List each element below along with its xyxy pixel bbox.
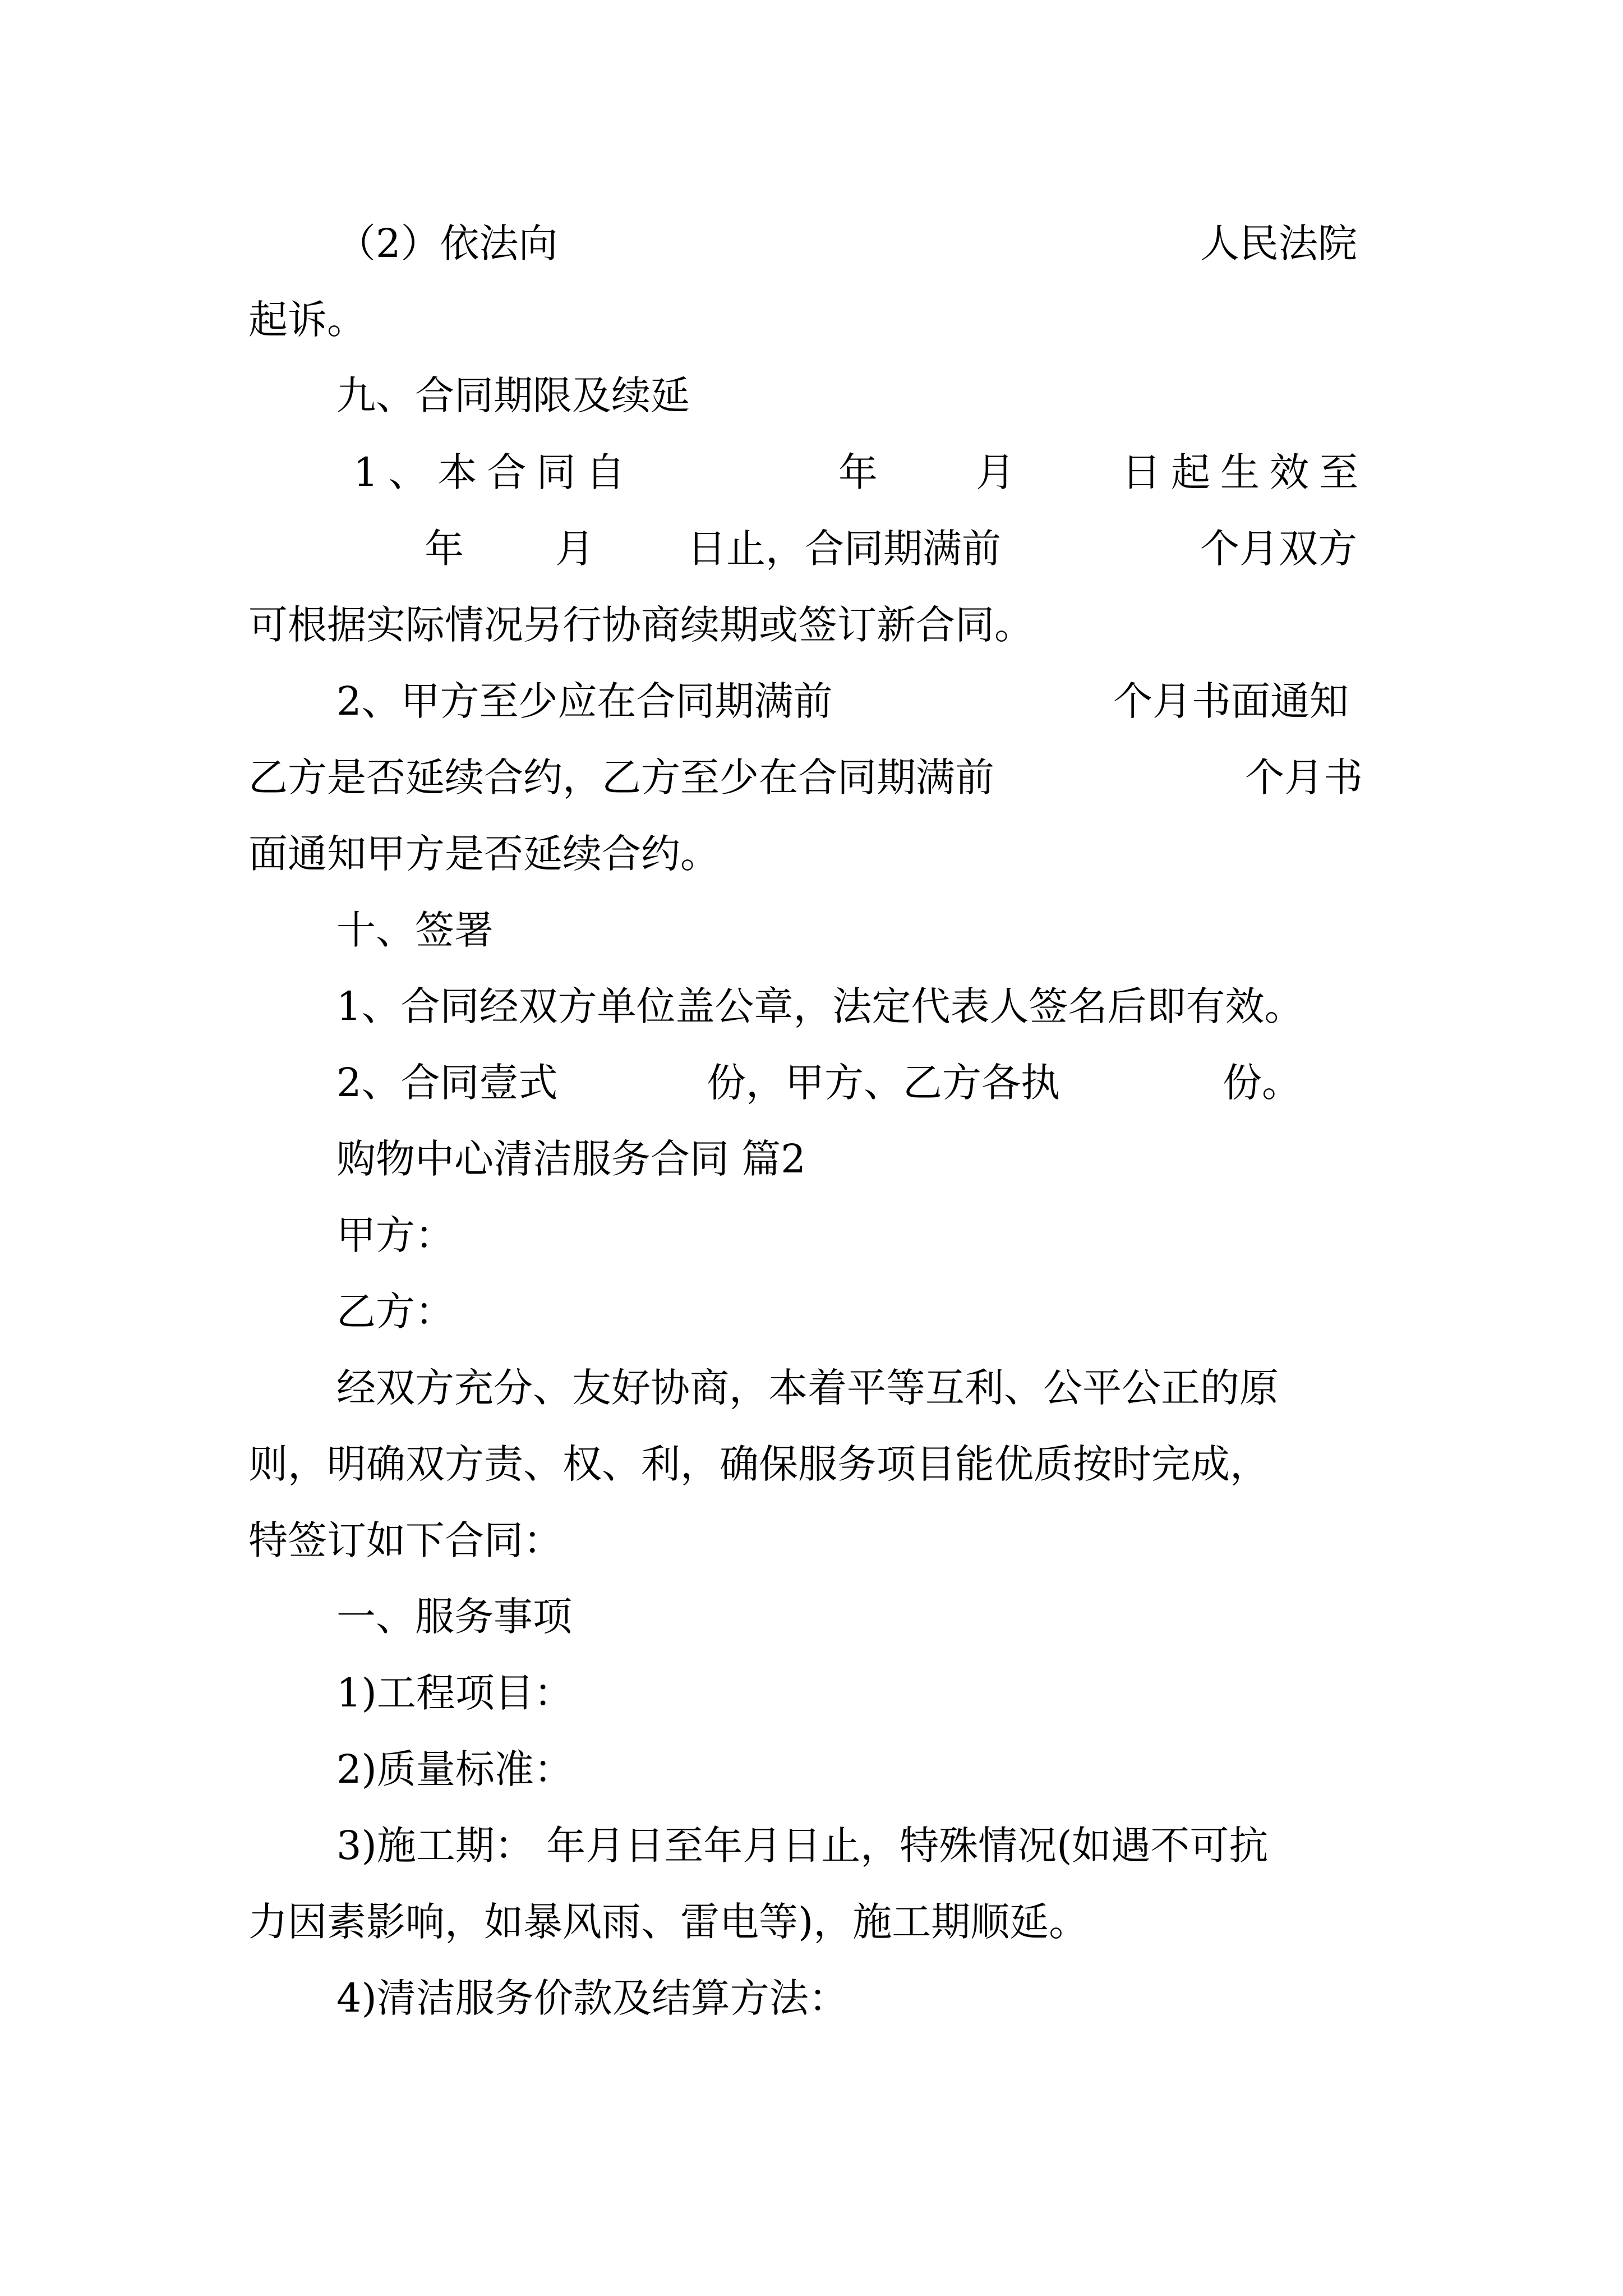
paragraph-line [0, 749, 1623, 806]
paragraph-text: 年 [838, 449, 878, 495]
paragraph-text: 可根据实际情况另行协商续期或签订新合同。 [248, 602, 1034, 648]
paragraph-text: 1、合同经双方单位盖公章，法定代表人签名后即有效。 [336, 983, 1304, 1029]
party-b-label: 乙方： [336, 1289, 454, 1335]
paragraph-line [0, 978, 1623, 1034]
paragraph-line [0, 826, 1623, 882]
paragraph-line [0, 444, 1623, 500]
list-item [0, 1741, 1623, 1797]
document-subtitle [0, 1131, 1623, 1187]
paragraph-text: 力因素影响，如暴风雨、雷电等)，施工期顺延。 [248, 1899, 1089, 1945]
party-a-line [0, 1207, 1623, 1263]
document-subtitle-text: 购物中心清洁服务合同 篇2 [336, 1136, 806, 1182]
paragraph-text: 2、合同壹式 [336, 1060, 558, 1106]
list-item [0, 1665, 1623, 1721]
paragraph-text: 日止，合同期满前 [687, 526, 1001, 572]
paragraph-text: 面通知甲方是否延续合约。 [248, 831, 720, 877]
list-item-text: 2)质量标准： [336, 1746, 573, 1792]
paragraph-text: 日起生效至 [1122, 449, 1368, 495]
paragraph-text: 2、甲方至少应在合同期满前 [336, 678, 833, 724]
paragraph-text: 经双方充分、友好协商，本着平等互利、公平公正的原 [336, 1365, 1279, 1411]
paragraph-text: 年 [425, 526, 464, 572]
paragraph-line [0, 1512, 1623, 1568]
paragraph-text: 1、本合同自 [353, 449, 635, 495]
paragraph-line [0, 1894, 1623, 1950]
paragraph-line [0, 521, 1623, 577]
paragraph-text: 起诉。 [248, 297, 366, 343]
paragraph-text: 个月书 [1245, 754, 1363, 800]
paragraph-text: 特签订如下合同： [248, 1517, 562, 1563]
list-item [0, 1970, 1623, 2026]
section-heading-text: 十、签署 [336, 907, 494, 953]
paragraph-text: 则，明确双方责、权、利，确保服务项目能优质按时完成， [248, 1441, 1269, 1487]
paragraph-text: 人民法院 [1200, 220, 1357, 266]
paragraph-text: （2）依法向 [336, 220, 558, 266]
paragraph-line [0, 1055, 1623, 1111]
section-heading-text: 一、服务事项 [336, 1594, 572, 1640]
party-a-label: 甲方： [336, 1212, 454, 1258]
section-heading [0, 1589, 1623, 1645]
paragraph-text: 月 [976, 449, 1015, 495]
list-item-text: 3)施工期： 年月日至年月日止，特殊情况(如遇不可抗 [336, 1823, 1269, 1869]
paragraph-text: 个月书面通知 [1113, 678, 1349, 724]
paragraph-text: 乙方是否延续合约，乙方至少在合同期满前 [248, 754, 994, 800]
list-item [0, 1818, 1623, 1874]
paragraph-text: 月 [555, 526, 594, 572]
paragraph-text: 个月双方 [1200, 526, 1357, 572]
paragraph-text: 份。 [1223, 1060, 1301, 1106]
section-heading [0, 367, 1623, 424]
paragraph-line [0, 292, 1623, 348]
party-b-line [0, 1283, 1623, 1340]
section-heading-text: 九、合同期限及续延 [336, 372, 690, 418]
list-item-text: 1)工程项目： [336, 1670, 573, 1716]
paragraph-line [0, 1360, 1623, 1416]
paragraph-text: 份，甲方、乙方各执 [707, 1060, 1060, 1106]
paragraph-line [0, 597, 1623, 653]
paragraph-line [0, 1436, 1623, 1492]
paragraph-court-line [0, 215, 1623, 272]
list-item-text: 4)清洁服务价款及结算方法： [336, 1975, 848, 2021]
section-heading [0, 902, 1623, 958]
paragraph-line [0, 673, 1623, 729]
